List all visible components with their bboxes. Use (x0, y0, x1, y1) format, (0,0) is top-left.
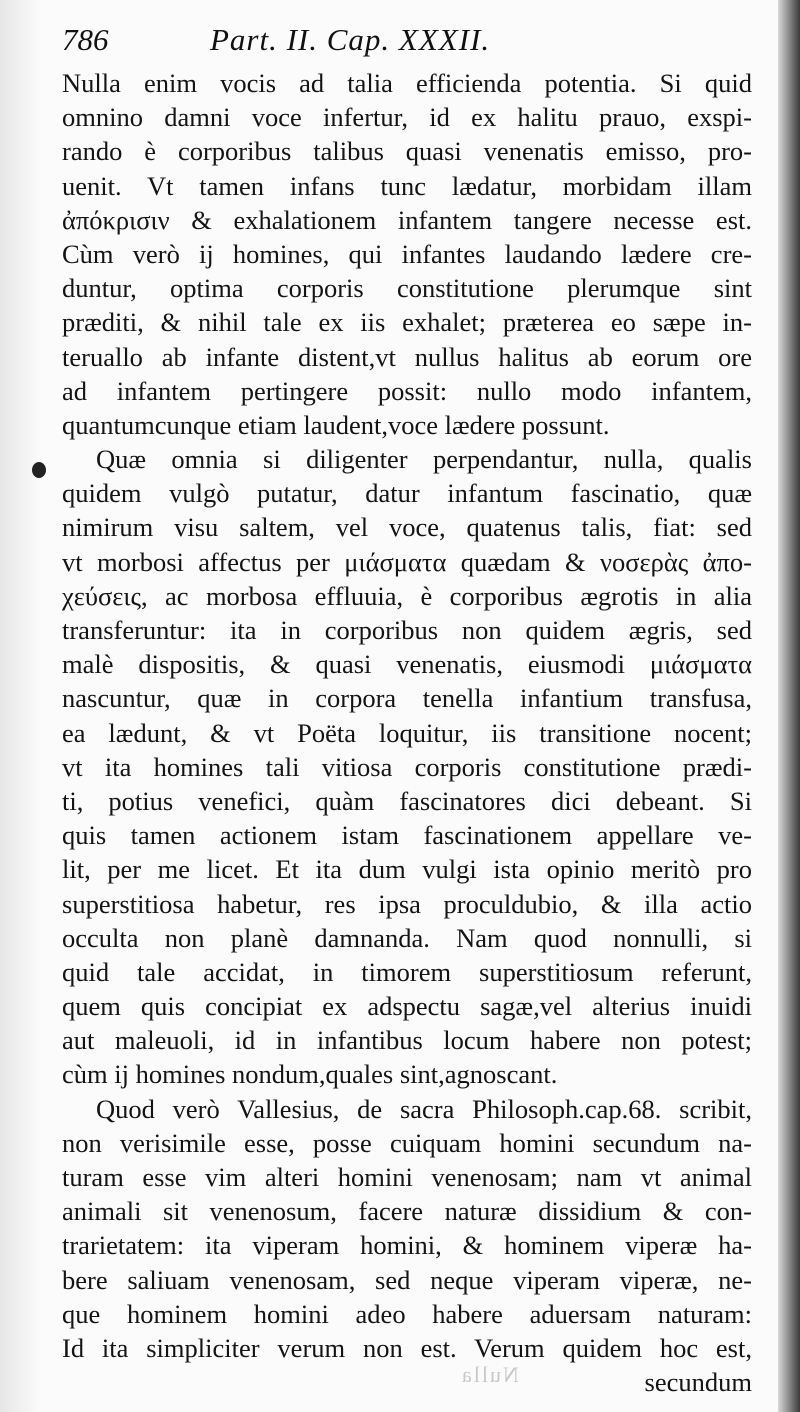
gutter-shadow (0, 0, 40, 1412)
text-line: Id ita simpliciter verum non est. Verum quidem hoc est, (62, 1332, 752, 1363)
text-line: animali sit venenosum, facere naturæ dissidium & con- (62, 1196, 752, 1227)
text-line: bere saliuam venenosam, sed neque viperam viperæ, ne- (62, 1264, 752, 1295)
text-line: trarietatem: ita viperam homini, & hominem viperæ ha- (62, 1230, 752, 1261)
bleed-through-text: Nulla (460, 1362, 519, 1387)
page-number: 786 (62, 22, 109, 57)
text-line: nimirum visu saltem, vel voce, quatenus talis, fiat: sed (62, 512, 752, 543)
text-line: χεύσεις, ac morbosa effluuia, è corporibus ægrotis in alia (62, 580, 752, 611)
text-line: Cùm verò ij homines, qui infantes laudando lædere cre- (62, 238, 752, 269)
page-header (62, 22, 752, 64)
text-line: transferuntur: ita in corporibus non quidem ægris, sed (62, 615, 752, 645)
text-line: Nulla enim vocis ad talia efficienda potentia. Si quid (62, 68, 752, 98)
text-line: occulta non planè damnanda. Nam quod nonnulli, si (62, 922, 752, 953)
text-line: Quæ omnia si diligenter perpendantur, nulla, qualis (96, 444, 752, 475)
text-line: duntur, optima corporis constitutione plerumque sint (62, 273, 752, 304)
text-line: quid tale accidat, in timorem superstitiosum referunt, (62, 956, 752, 987)
text-line: præditi, & nihil tale ex iis exhalet; præterea eo sæpe in- (62, 307, 752, 338)
text-line: teruallo ab infante distent,vt nullus halitus ab eorum ore (62, 341, 752, 372)
text-line: quidem vulgò putatur, datur infantum fascinatio, quæ (62, 478, 752, 509)
text-line: non verisimile esse, posse cuiquam homini secundum na- (62, 1127, 752, 1158)
text-line: nascuntur, quæ in corpora tenella infantium transfusa, (62, 683, 752, 714)
text-line: omnino damni voce infertur, id ex halitu prauo, exspi- (62, 102, 752, 133)
text-line: quem quis concipiat ex adspectu sagæ,vel alterius inuidi (62, 991, 752, 1022)
text-line: rando è corporibus talibus quasi venenatis emisso, pro- (62, 136, 752, 167)
text-line: quantumcunque etiam laudent,voce lædere possunt. (62, 409, 610, 440)
text-line: quis tamen actionem istam fascinationem appellare ve- (62, 820, 752, 851)
text-line: lit, per me licet. Et ita dum vulgi ista opinio meritò pro (62, 854, 752, 885)
text-line: vt ita homines tali vitiosa corporis constitutione prædi- (62, 751, 752, 782)
running-head: Part. II. Cap. XXXII. (210, 22, 491, 57)
page-edge-shadow (778, 0, 800, 1412)
text-line: superstitiosa habetur, res ipsa proculdubio, & illa actio (62, 888, 752, 919)
text-line: vt morbosi affectus per μιάσματα quædam & νοσερὰς ἀπο- (62, 546, 752, 577)
text-line: malè dispositis, & quasi venenatis, eiusmodi μιάσματα (62, 649, 752, 680)
ink-blot (32, 462, 46, 478)
text-line: uenit. Vt tamen infans tunc lædatur, morbidam illam (62, 170, 752, 201)
text-line: turam esse vim alteri homini venenosam; nam vt animal (62, 1162, 752, 1192)
text-line: Quod verò Vallesius, de sacra Philosoph.cap.68. scribit, (96, 1093, 752, 1124)
catchword: secundum (644, 1367, 752, 1398)
text-line: aut maleuoli, id in infantibus locum habere non potest; (62, 1025, 752, 1056)
text-line: ti, potius venefici, quàm fascinatores dici debeant. Si (62, 785, 752, 816)
text-line: ἀπόκρισιν & exhalationem infantem tangere necesse est. (62, 204, 752, 235)
body-text (62, 66, 752, 1399)
text-line: ad infantem pertingere possit: nullo modo infantem, (62, 375, 752, 406)
text-line: que hominem homini adeo habere aduersam naturam: (62, 1298, 752, 1329)
text-line: ea lædunt, & vt Poëta loquitur, iis transitione nocent; (62, 717, 752, 748)
text-line: cùm ij homines nondum,quales sint,agnoscant. (62, 1059, 558, 1090)
